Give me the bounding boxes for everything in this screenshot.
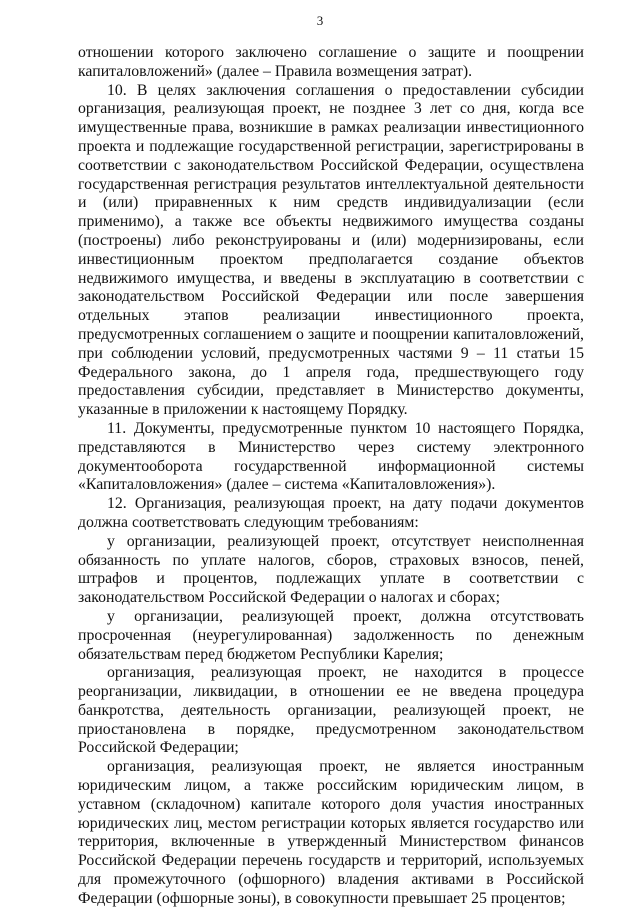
document-body	[78, 44, 584, 909]
paragraph-item-12: 12. Организация, реализующая проект, на дату подачи документов должна соответствовать следующим требованиям:	[78, 495, 584, 531]
requirement-no-budget-debt: у организации, реализующей проект, должна отсутствовать просроченная (неурегулированная) задолженность по денежным обязательствам перед бюджетом Республики Карелия;	[78, 607, 584, 663]
requirement-not-foreign-entity: организация, реализующая проект, не является иностранным юридическим лицом, а также российским юридическим лицом, в уставном (складочном) капитале которого доля участия иностранных юридических лиц, местом регистрации которых является государство или территория, включенные в утвержденный Министерством финансов Российской Федерации перечень государств и территорий, используемых для промежуточного (офшорного) владения активами в Российской Федерации (офшорные зоны), в совокупности превышает 25 процентов;	[78, 758, 584, 907]
paragraph-item-11: 11. Документы, предусмотренные пунктом 10 настоящего Порядка, представляются в Министерство через систему электронного документооборота государственной информационной системы «Капиталовложения» (далее – система «Капиталовложения»).	[78, 419, 584, 494]
requirement-not-in-reorganization: организация, реализующая проект, не находится в процессе реорганизации, ликвидации, в отношении ее не введена процедура банкротства, деятельность организации, реализующей проект, не приостановлена в порядке, предусмотренном законодательством Российской Федерации;	[78, 664, 584, 757]
paragraph-item-10: 10. В целях заключения соглашения о предоставлении субсидии организация, реализующая проект, не позднее 3 лет со дня, когда все имущественные права, возникшие в рамках реализации инвестиционного проекта и подлежащие государственной регистрации, зарегистрированы в соответствии с законодательством Российской Федерации, осуществлена государственная регистрация результатов интеллектуальной деятельности и (или) приравненных к ним средств индивидуализации (если применимо), а также все объекты недвижимого имущества созданы (построены) либо реконструированы и (или) модернизированы, если инвестиционным проектом предполагается создание объектов недвижимого имущества, и введены в эксплуатацию в соответствии с законодательством Российской Федерации или после завершения отдельных этапов реализации инвестиционного проекта, предусмотренных соглашением о защите и поощрении капиталовложений, при соблюдении условий, предусмотренных частями 9 – 11 статьи 15 Федерального закона, до 1 апреля года, предшествующего году предоставления субсидии, представляет в Министерство документы, указанные в приложении к настоящему Порядку.	[78, 81, 584, 419]
page-number: 3	[316, 13, 324, 28]
paragraph-continuation: отношении которого заключено соглашение о защите и поощрении капиталовложений» (далее – Правила возмещения затрат).	[78, 44, 584, 80]
requirement-no-tax-debt: у организации, реализующей проект, отсутствует неисполненная обязанность по уплате налогов, сборов, страховых взносов, пеней, штрафов и процентов, подлежащих уплате в соответствии с законодательством Российской Федерации о налогах и сборах;	[78, 532, 584, 607]
